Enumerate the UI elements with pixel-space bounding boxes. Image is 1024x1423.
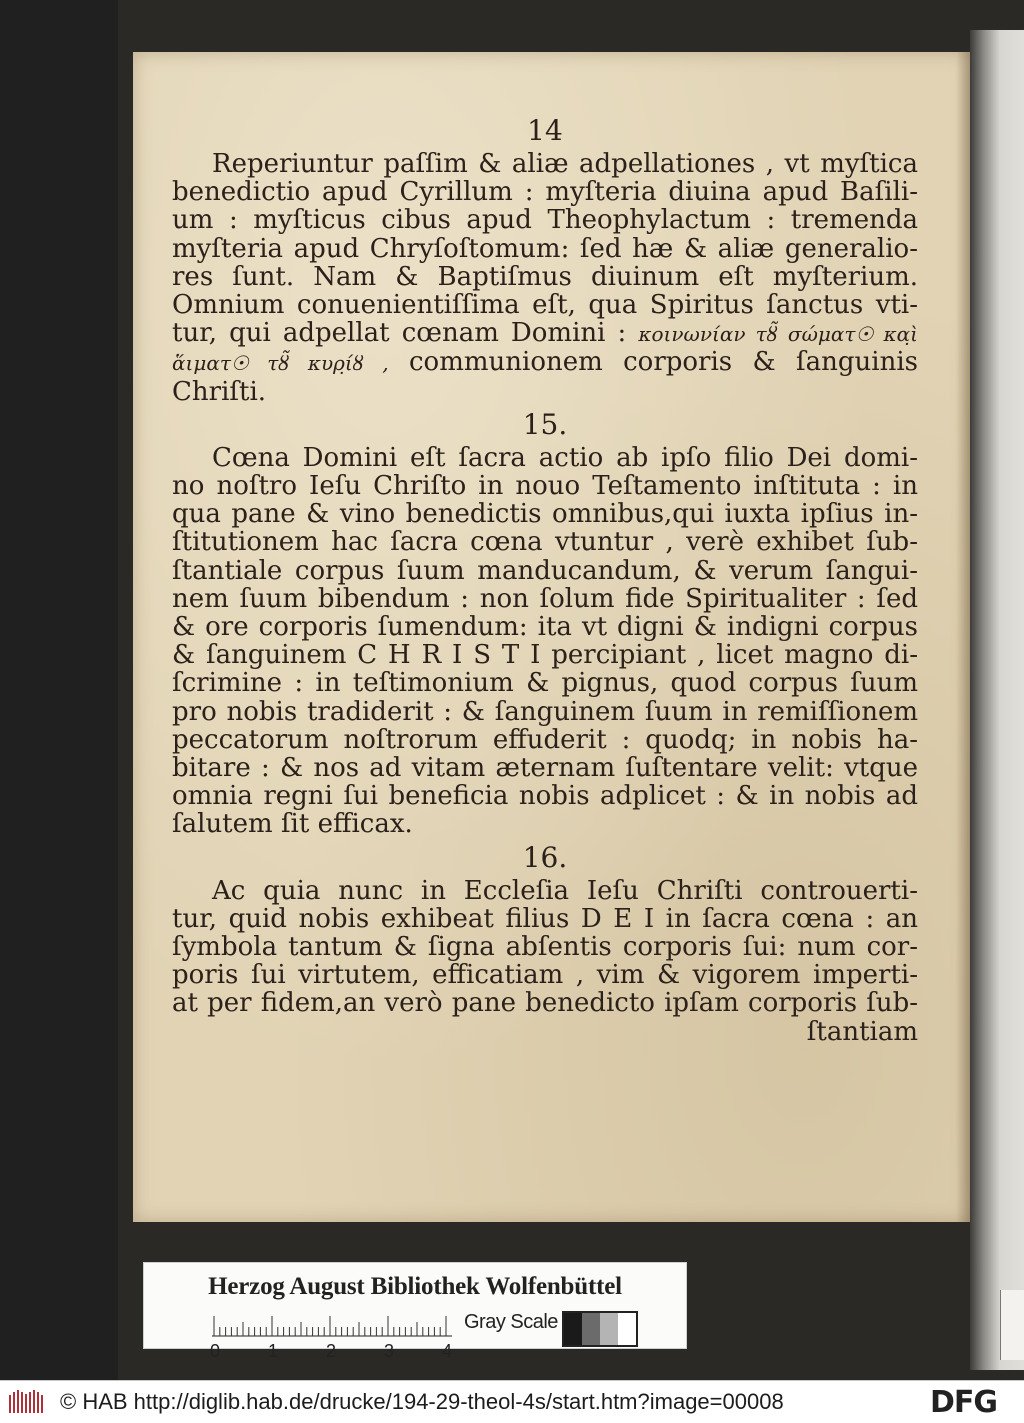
text-line: & ore corporis ſumendum: ita vt digni & indigni corpus: [172, 613, 918, 642]
viewer-margin: [0, 0, 118, 1380]
text-line: ſymbola tantum & ſigna abſentis corporis ſui: num cor-: [172, 933, 918, 962]
text-line: ſtitutionem hac ſacra cœna vtuntur , verè exhibet ſub-: [172, 528, 918, 557]
text-line: benedictio apud Cyrillum : myſteria diuina apud Baſili-: [172, 178, 918, 207]
text-line: & ſanguinem C H R I S T I percipiant , licet magno di-: [172, 641, 918, 670]
text-line: peccatorum noſtrorum effuderit : quodq; in nobis ha-: [172, 725, 918, 755]
gray-scale-label: Gray Scale: [464, 1311, 558, 1333]
text-line: Cœna Domini eſt ſacra actio ab ipſo filio Dei domi-: [212, 443, 918, 473]
hab-logo-icon: [8, 1389, 46, 1415]
paragraph-16: [172, 877, 918, 1046]
ruler-number: 2: [326, 1341, 337, 1361]
text-line: at per fidem,an verò pane benedicto ipſam corporis ſub-: [172, 989, 918, 1018]
text-line: ſcrimine : in teſtimonium & pignus, quod corpus ſuum: [172, 669, 918, 698]
text-line: ſalutem ſit efficax.: [172, 810, 413, 839]
text-line: tur, quid nobis exhibeat filius D E I in ſacra cœna : an: [172, 904, 918, 934]
text-fragment: tur, qui adpellat cœnam Domini :: [172, 319, 627, 349]
gray-scale-swatch: [562, 1311, 638, 1347]
footer-bar: [0, 1380, 1024, 1423]
catchword: ſtantiam: [806, 1017, 918, 1046]
gray-swatch-cell: [600, 1313, 618, 1345]
adjacent-page-tab: [1000, 1290, 1024, 1360]
page-text: [172, 112, 918, 1046]
ruler-numbers: [202, 1341, 462, 1361]
library-name: Herzog August Bibliothek Wolfenbüttel: [208, 1273, 622, 1300]
gray-swatch-cell: [618, 1313, 636, 1345]
text-line: bitare : & nos ad vitam æternam ſuſtentare velit: vtque: [172, 754, 918, 783]
text-line: um : myſticus cibus apud Theophylactum : tremenda: [172, 206, 918, 235]
source-link[interactable]: © HAB http://diglib.hab.de/drucke/194-29-theol-4s/start.htm?image=00008: [60, 1389, 784, 1414]
ruler-number: 4: [442, 1341, 453, 1361]
text-fragment: communionem corporis & ſanguinis: [408, 348, 918, 378]
adjacent-page-edge: [970, 30, 1024, 1370]
section-number: 14: [527, 114, 563, 147]
text-line: Reperiuntur paſſim & aliæ adpellationes , vt myſtica: [212, 150, 918, 179]
text-line: [172, 348, 918, 377]
text-line: res ſunt. Nam & Baptiſmus diuinum eſt myſterium.: [172, 262, 918, 292]
paragraph-15: [172, 444, 918, 839]
page-shadow: [956, 52, 970, 1222]
greek-text: ἅιματ☉ τȣ̃ κυρ̣ίȣ ,: [172, 351, 389, 376]
text-line: pro nobis tradiderit : & ſanguinem ſuum in remiſſionem: [172, 697, 918, 726]
text-line: nem ſuum bibendum : non ſolum fide Spiritualiter : ſed: [172, 584, 918, 614]
text-line: poris ſui virtutem, efficatiam , vim & vigorem imperti-: [172, 961, 918, 990]
ruler-number: 3: [384, 1341, 395, 1361]
text-line: Omnium conuenientiſſima eſt, qua Spiritus ſanctus vti-: [172, 291, 918, 320]
gray-swatch-cell: [564, 1313, 582, 1345]
paragraph-14: [172, 150, 918, 406]
section-number: 16.: [522, 840, 568, 874]
text-line: [172, 319, 918, 348]
greek-text: κοινωνίαν τȣ̃ σώματ☉ κα̣ὶ: [638, 322, 918, 347]
section-number: 15.: [522, 407, 568, 441]
text-line: myſteria apud Chryſoſtomum: ſed hæ & aliæ generalio-: [172, 234, 918, 263]
text-line: no noſtro Ieſu Chriſto in nouo Teſtamento inſtituta : in: [172, 472, 918, 501]
text-line: Ac quia nunc in Eccleſia Ieſu Chriſti controuerti-: [212, 876, 918, 905]
ruler-number: 1: [268, 1341, 279, 1361]
calibration-card: [143, 1262, 687, 1361]
ruler-number: 0: [210, 1341, 221, 1361]
gray-swatch-cell: [582, 1313, 600, 1345]
text-line: ſtantiale corpus ſuum manducandum, & verum ſangui-: [172, 556, 918, 585]
dfg-logo: DFG: [930, 1385, 998, 1420]
ruler-scale: [212, 1315, 452, 1337]
text-line: Chriſti.: [172, 377, 267, 406]
text-line: omnia regni ſui beneficia nobis adplicet : & in nobis ad: [172, 782, 918, 811]
text-line: qua pane & vino benedictis omnibus,qui iuxta ipſius in-: [172, 500, 918, 529]
